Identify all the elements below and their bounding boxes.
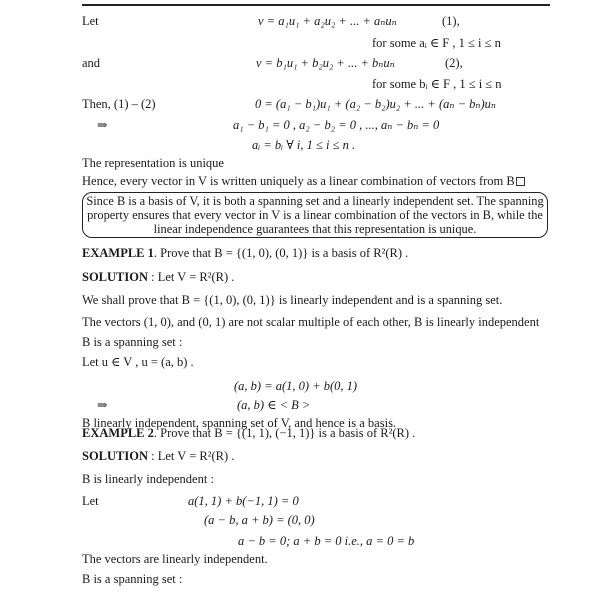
then-label: Then, (1) – (2) xyxy=(82,97,156,111)
equation-3: 0 = (a₁ − b₁)u₁ + (a₂ − b₂)u₂ + ... + (aₙ − bₙ)uₙ xyxy=(255,97,496,111)
solution-2-text: : Let V = R²(R) . xyxy=(148,449,235,463)
example-2-text: . Prove that B = {(1, 1), (−1, 1)} is a basis of R²(R) . xyxy=(153,426,416,440)
hence-sentence: Hence, every vector in V is written uniquely as a linear combination of vectors from B xyxy=(82,174,515,188)
example-1-line-1: We shall prove that B = {(1, 0), (0, 1)} is linearly independent and is a spanning set. xyxy=(82,293,503,307)
example-1-equation-1: (a, b) = a(1, 0) + b(0, 1) xyxy=(234,379,358,393)
qed-square-icon xyxy=(516,177,525,186)
example-1-text: . Prove that B = {(1, 0), (0, 1)} is a basis of R²(R) . xyxy=(153,246,409,260)
let-label: Let xyxy=(82,14,99,28)
equation-2-tag: (2), xyxy=(445,56,463,70)
note-line-1: Since B is a basis of V, it is both a spanning set and a linearly independent set. The spanning xyxy=(86,194,544,208)
representation-unique-text: The representation is unique xyxy=(82,156,224,170)
example-1-solution xyxy=(82,270,234,284)
example-1-line-2: The vectors (1, 0), and (0, 1) are not scalar multiple of each other, B is linearly independent xyxy=(82,315,540,329)
equation-2: v = b₁u₁ + b₂u₂ + ... + bₙuₙ xyxy=(256,56,395,70)
condition-1: for some aᵢ ∈ F , 1 ≤ i ≤ n xyxy=(372,36,501,50)
example-1-statement xyxy=(82,246,408,260)
condition-2: for some bᵢ ∈ F , 1 ≤ i ≤ n xyxy=(372,77,502,91)
example-1-equation-2: (a, b) ∈ < B > xyxy=(237,398,311,412)
example-2-solution xyxy=(82,449,234,463)
solution-1-label: SOLUTION xyxy=(82,270,148,284)
equation-1: v = a₁u₁ + a₂u₂ + ... + aₙuₙ xyxy=(258,14,397,28)
example-2-equation-1: a(1, 1) + b(−1, 1) = 0 xyxy=(188,494,299,508)
example-2-statement xyxy=(82,426,415,440)
example-1-implies: ⇒ xyxy=(97,398,108,412)
solution-2-label: SOLUTION xyxy=(82,449,148,463)
note-line-2: property ensures that every vector in V is a linear combination of the vectors in B, while the xyxy=(87,208,543,223)
hence-text xyxy=(82,174,525,188)
example-2-heading: EXAMPLE 2 xyxy=(82,426,154,440)
example-1-line-4: Let u ∈ V , u = (a, b) . xyxy=(82,355,194,369)
header-rule xyxy=(82,4,550,6)
example-2-equation-3: a − b = 0; a + b = 0 i.e., a = 0 = b xyxy=(238,534,415,548)
example-2-let-label: Let xyxy=(82,494,99,508)
equation-1-tag: (1), xyxy=(442,14,460,28)
equation-4: a₁ − b₁ = 0 , a₂ − b₂ = 0 , ..., aₙ − bₙ = 0 xyxy=(233,118,440,132)
example-2-line-2: The vectors are linearly independent. xyxy=(82,552,268,566)
note-line-3: linear independence guarantees that this representation is unique. xyxy=(153,222,477,237)
example-1-conclusion: B linearly independent, spanning set of V, and hence is a basis. xyxy=(82,416,397,430)
equation-5: aᵢ = bᵢ ∀ i, 1 ≤ i ≤ n . xyxy=(252,138,356,152)
example-2-line-1: B is linearly independent : xyxy=(82,472,214,486)
solution-1-text: : Let V = R²(R) . xyxy=(148,270,235,284)
note-box xyxy=(82,192,548,238)
example-1-heading: EXAMPLE 1 xyxy=(82,246,154,260)
example-2-equation-2: (a − b, a + b) = (0, 0) xyxy=(204,513,315,527)
example-1-line-3: B is a spanning set : xyxy=(82,335,183,349)
implies-symbol: ⇒ xyxy=(97,118,108,132)
and-label: and xyxy=(82,56,101,70)
example-2-line-3: B is a spanning set : xyxy=(82,572,183,586)
